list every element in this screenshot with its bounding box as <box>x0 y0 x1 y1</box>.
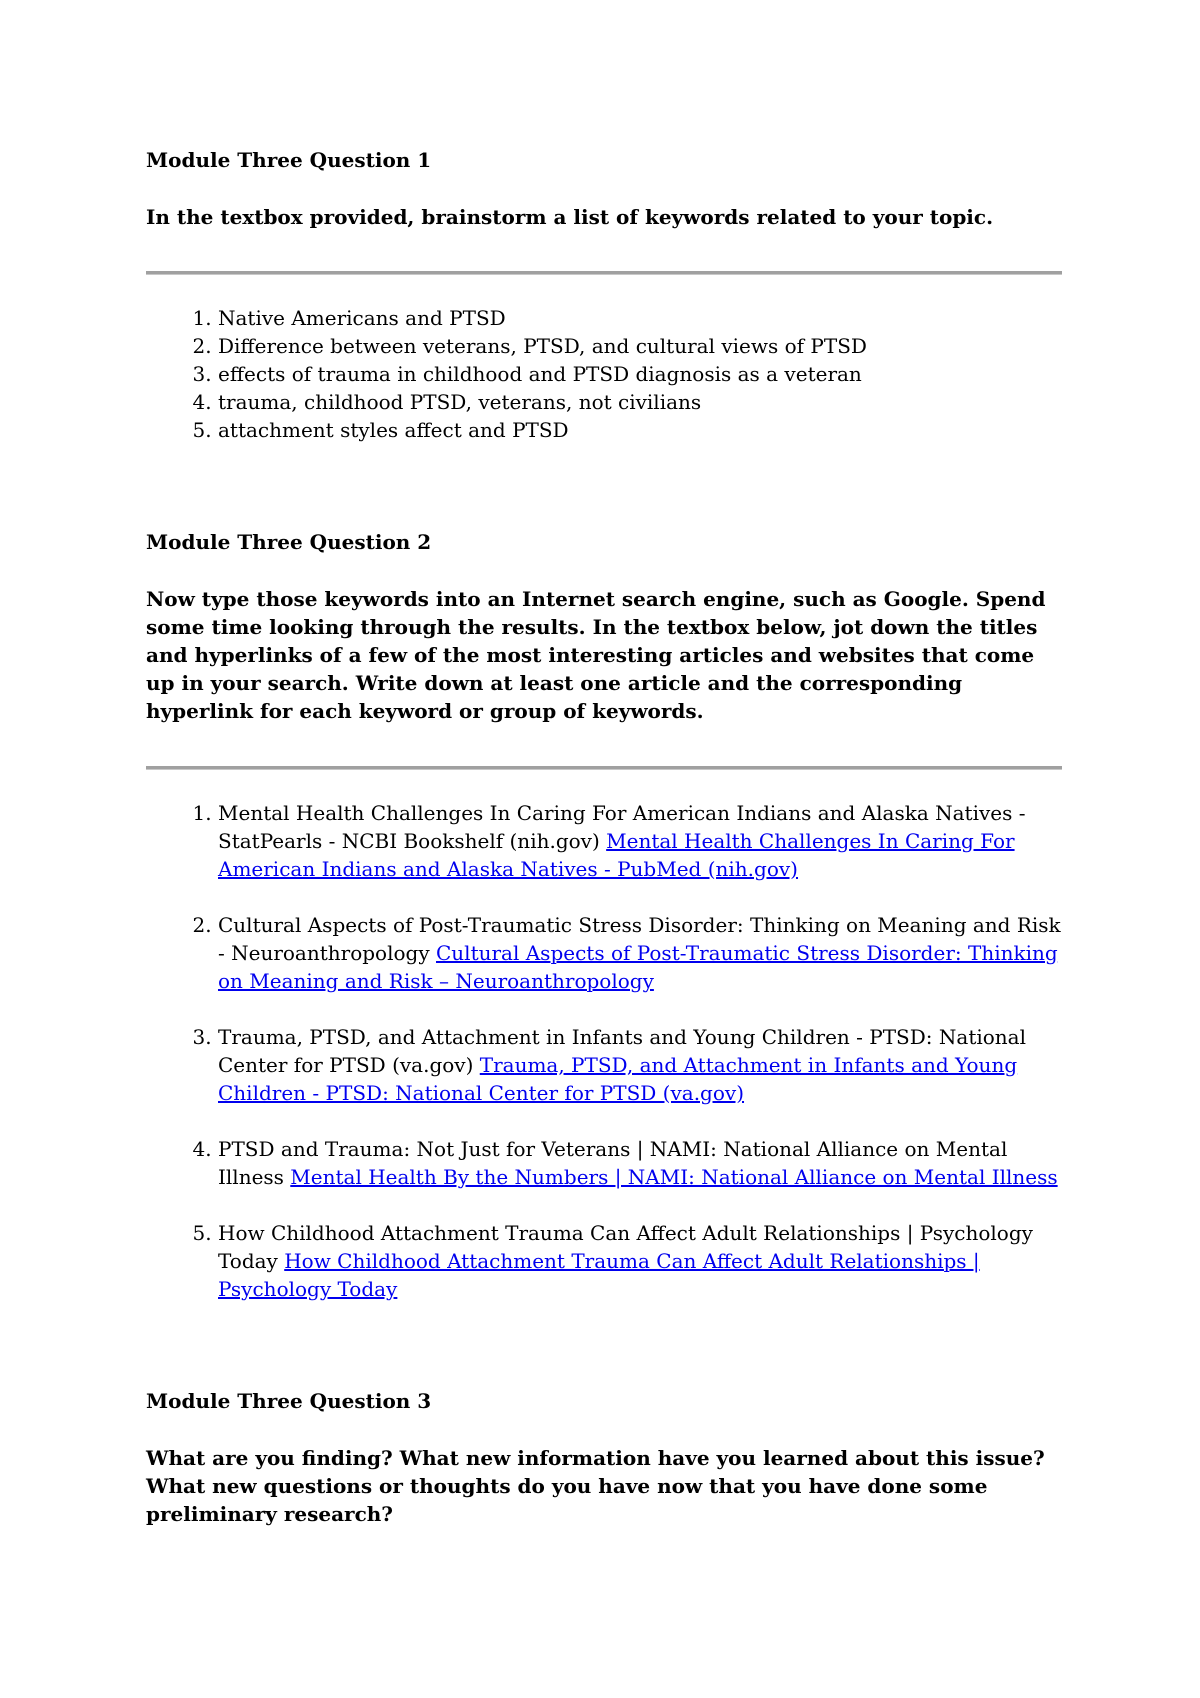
list-item: 5. attachment styles affect and PTSD <box>218 416 1066 444</box>
list-item <box>218 1135 1066 1191</box>
list-item <box>218 1219 1066 1303</box>
q1-heading: Module Three Question 1 <box>146 148 432 172</box>
list-item <box>218 1023 1066 1107</box>
q3-prompt: What are you finding? What new information have you learned about this issue? What new questions or thoughts do you have now that you have done some preliminary research? <box>146 1446 1045 1526</box>
q1-keyword-list <box>146 304 1066 444</box>
article-title: How Childhood Attachment Trauma Can Affect Adult Relationships | Psychology Today <box>218 1221 1033 1273</box>
list-item <box>218 799 1066 883</box>
q1-prompt: In the textbox provided, brainstorm a list of keywords related to your topic. <box>146 205 994 229</box>
article-hyperlink[interactable]: Cultural Aspects of Post-Traumatic Stress Disorder: Thinking on Meaning and Risk – Neuroanthropology <box>218 941 1058 993</box>
q2-heading: Module Three Question 2 <box>146 530 432 554</box>
q2-prompt: Now type those keywords into an Internet search engine, such as Google. Spend some time looking through the results. In the textbox below, jot down the titles and hyperlinks of a few of the most interesting articles and websites that come up in your search. Write down at least one article and the corresponding hyperlink for each keyword or group of keywords. <box>146 587 1046 723</box>
article-hyperlink[interactable]: Mental Health Challenges In Caring For American Indians and Alaska Natives - PubMed (nih.gov) <box>218 829 1015 881</box>
q3-heading: Module Three Question 3 <box>146 1389 432 1413</box>
q2-divider <box>146 766 1062 770</box>
article-hyperlink[interactable]: Mental Health By the Numbers | NAMI: National Alliance on Mental Illness <box>290 1165 1058 1189</box>
list-item: 4. trauma, childhood PTSD, veterans, not civilians <box>218 388 1066 416</box>
q1-divider <box>146 271 1062 275</box>
article-title: Cultural Aspects of Post-Traumatic Stress Disorder: Thinking on Meaning and Risk - Neuroanthropology <box>218 913 1061 965</box>
article-hyperlink[interactable]: How Childhood Attachment Trauma Can Affect Adult Relationships | Psychology Today <box>218 1249 980 1301</box>
list-item: 2. Difference between veterans, PTSD, and cultural views of PTSD <box>218 332 1066 360</box>
article-title: Trauma, PTSD, and Attachment in Infants and Young Children - PTSD: National Center for PTSD (va.gov) <box>218 1025 1026 1077</box>
list-item: 1. Native Americans and PTSD <box>218 304 1066 332</box>
list-item: 3. effects of trauma in childhood and PTSD diagnosis as a veteran <box>218 360 1066 388</box>
article-title: Mental Health Challenges In Caring For American Indians and Alaska Natives - StatPearls - NCBI Bookshelf (nih.gov) <box>218 801 1026 853</box>
article-hyperlink[interactable]: Trauma, PTSD, and Attachment in Infants and Young Children - PTSD: National Center for PTSD (va.gov) <box>218 1053 1018 1105</box>
list-item <box>218 911 1066 995</box>
article-title: PTSD and Trauma: Not Just for Veterans | NAMI: National Alliance on Mental Illness <box>218 1137 1008 1189</box>
q2-article-list <box>146 799 1066 1303</box>
